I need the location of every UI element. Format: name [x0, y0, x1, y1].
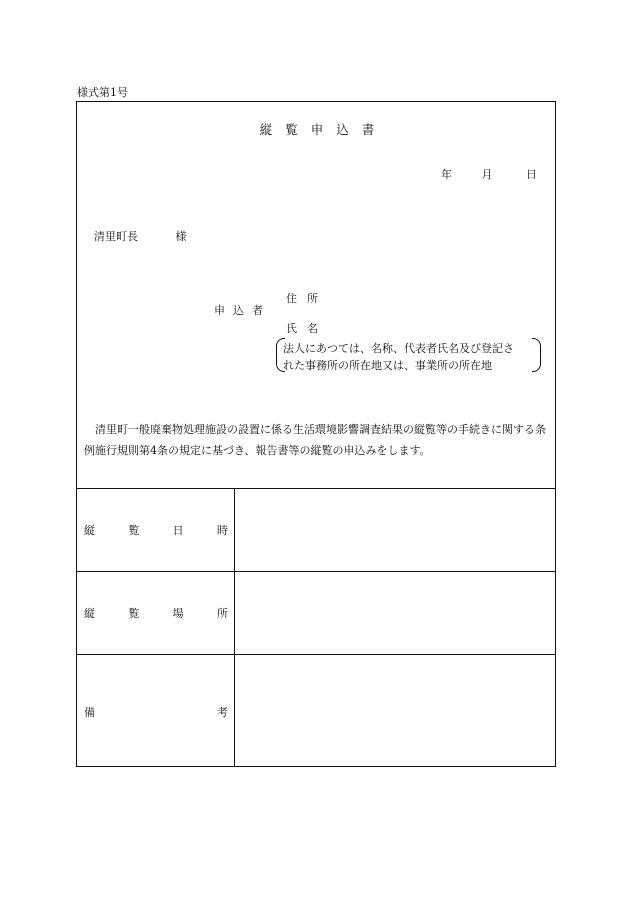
table-top-border: [77, 488, 555, 489]
recipient-name: 清里町長: [94, 230, 138, 243]
form-number: 様式第1号: [77, 86, 128, 99]
application-form: [76, 101, 556, 767]
table-row-label-remarks: 備 考: [84, 706, 228, 719]
name-label[interactable]: 氏名: [286, 322, 328, 335]
application-statement: 清里町一般廃棄物処理施設の設置に係る生活環境影響調査結果の縦覧等の手続きに関する条例施行規則第4条の規定に基づき、報告書等の縦覧の申込みをします。: [84, 423, 546, 457]
address-label[interactable]: 住所: [286, 292, 328, 305]
table-row-label-viewing-place: 縦 覧 場 所: [84, 607, 228, 620]
note-bracket-right: [532, 338, 541, 372]
month-label: 月: [481, 168, 493, 181]
recipient-line: [94, 228, 187, 244]
table-column-divider: [234, 488, 235, 767]
recipient-honorific: 様: [175, 230, 187, 243]
year-label: 年: [441, 168, 452, 181]
note-line-2: れた事務所の所在地又は、事業所の所在地: [283, 359, 492, 372]
form-title: 縦覧申込書: [259, 122, 388, 137]
day-label: 日: [526, 168, 537, 181]
table-row-divider: [77, 654, 555, 655]
note-line-1: 法人にあつては、名称、代表者氏名及び登記さ: [283, 342, 514, 355]
table-row-label-viewing-datetime: 縦 覧 日 時: [84, 524, 228, 537]
applicant-note: [283, 340, 514, 374]
date-field[interactable]: [441, 166, 537, 182]
table-row-divider: [77, 571, 555, 572]
applicant-label: 申込者: [214, 304, 271, 317]
